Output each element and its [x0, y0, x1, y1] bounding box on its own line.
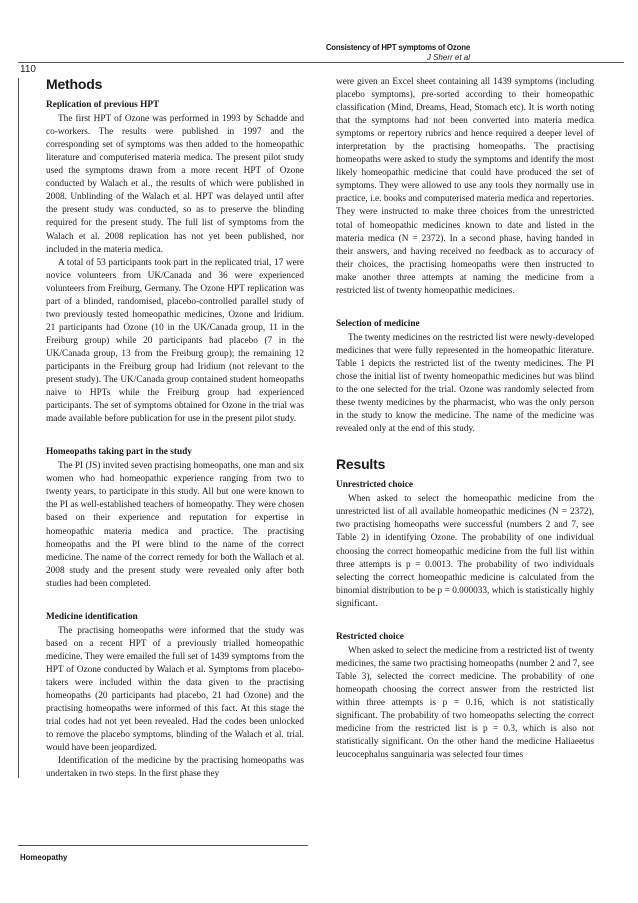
header-rule [18, 62, 624, 63]
running-title: Consistency of HPT symptoms of Ozone [325, 42, 470, 52]
replication-heading: Replication of previous HPT [46, 100, 160, 111]
left-column [46, 76, 304, 781]
selection-heading: Selection of medicine [336, 318, 420, 329]
restricted-paragraph: When asked to select the medicine from a restricted list of twenty medicines, the same two practising homeopaths (number 2 and 7, see Table 3), selected the correct medicine. The probability of one homeopath choosing the correct answer from the restricted list within three attempts is p = 0.16, which is not statistically significant. The probability of two homeopaths selecting the correct medicine from the restricted list is p = 0.3, which is also not statistically significant. On the other hand the medicine Haliaeetus leucocephalus sanguinaria was selected four times [336, 645, 594, 761]
homeopaths-paragraph: The PI (JS) invited seven practising homeopaths, one man and six women who had homeopathic experience ranging from two to twenty years, to participate in this study. All but one were known to the PI as well-established teachers of homeopathy. They were chosen based on their experience and reputation for expertise in homeopathic materia medica and practice. The practising homeopaths and the PI were blind to the name of the correct medicine. The name of the correct remedy for both the Wallach et al. 2008 study and the present study were revealed only after both studies had been completed. [46, 461, 304, 589]
identification-paragraph-2: Identification of the medicine by the practising homeopaths was undertaken in two steps. In the first phase they [46, 756, 304, 780]
replication-paragraph-1: The first HPT of Ozone was performed in 1993 by Schadde and co-workers. The results were published in 1997 and the corresponding set of symptoms was then added to the homeopathic literature and computerised materia medica. The present pilot study used the symptoms drawn from a more recent HPT of Ozone conducted by Walach et al., the results of which were published in 2008. Unblinding of the Walach et al. HPT was delayed until after the present study was conducted, so as to preserve the blinding required for the present study. The full list of symptoms from the Walach et al. 2008 replication has not yet been published, nor included in the materia medica. [46, 114, 304, 255]
results-heading: Results [336, 456, 386, 473]
methods-heading: Methods [46, 76, 103, 92]
page-number: 110 [20, 64, 36, 75]
continuation-paragraph: were given an Excel sheet containing all 1439 symptoms (including placebo symptoms), pre-sorted according to their homeopathic classification (Mind, Dreams, Head, Stomach etc). It is worth noting that the symptoms had not been converted into materia medica symptoms or repertory rubrics and hence required a deeper level of interpretation by the practising homeopaths. The practising homeopaths were asked to study the symptoms and identify the most likely homeopathic medicine that could have produced the set of symptoms. They were allowed to use any tools they normally use in practice, i.e. books and computerised materia medica and repertories. They were instructed to make three choices from the unrestricted total of homeopathic medicines known to date and listed in the materia medica (N = 2372). In a second phase, having handed in their answers, and having received no feedback as to accuracy of their choices, the practising homeopaths were then instructed to make another three attempts at naming the medicine from a restricted list of twenty homeopathic medicines. [336, 77, 594, 296]
footer-rule [18, 845, 308, 846]
selection-paragraph: The twenty medicines on the restricted list were newly-developed medicines that were fully represented in the homeopathic literature. Table 1 depicts the restricted list of the twenty medicines. The PI chose the initial list of twenty homeopathic medicines but was blind to the one selected for the trial. Ozone was randomly selected from these twenty medicines by the pharmacist, who was the only person in the study to know the medicine. The name of the medicine was revealed only at the end of this study. [336, 332, 594, 435]
unrestricted-heading: Unrestricted choice [336, 480, 414, 491]
replication-paragraph-2: A total of 53 participants took part in the replicated trial, 17 were novice volunteers from UK/Canada and 36 were experienced volunteers from Freiburg, Germany. The Ozone HPT replication was part of a blinded, randomised, placebo-controlled parallel study of two previously tested homeopathic medicines, Ozone and Iridium. 21 participants had Ozone (10 in the UK/Canada group, 11 in the Freiburg group) while 20 participants had placebo (7 in the UK/Canada group, 13 from the Freiburg group); the remaining 12 participants in the Freiburg group had Iridium (not relevant to the present study). The UK/Canada group contained student homeopaths naive to HPTs while the Freiburg group had experienced participants. The set of symptoms obtained for Ozone in the trial was made available before publication for use in the present pilot study. [46, 257, 304, 425]
right-column [336, 76, 594, 762]
restricted-heading: Restricted choice [336, 631, 404, 642]
identification-paragraph-1: The practising homeopaths were informed that the study was based on a recent HPT of a previously trialled homeopathic medicine. They were emailed the full set of 1439 symptoms from the HPT of Ozone conducted by Walach et al. Symptoms from placebo-takers were included within the data given to the practising homeopaths (20 participants had placebo, 21 had Ozone) and the practising homeopaths were informed of this fact. At this stage the trial codes had not yet been revealed. Had the codes been unlocked to remove the placebo symptoms, blinding of the Walach et al. trial. would have been jeopardized. [46, 625, 304, 754]
left-margin-rule [18, 78, 19, 778]
homeopaths-heading: Homeopaths taking part in the study [46, 447, 192, 458]
identification-heading: Medicine identification [46, 611, 138, 622]
journal-name: Homeopathy [20, 852, 68, 862]
unrestricted-paragraph: When asked to select the homeopathic medicine from the unrestricted list of all available homeopathic medicines (N = 2372), two practising homeopaths were successful (numbers 2 and 7, see Table 2) in identifying Ozone. The probability of one individual choosing the correct homeopathic medicine from the full list within three attempts is p = 0.0013. The probability of two individuals selecting the correct homeopathic medicine is calculated from the binomial distribution to be p = 0.000033, which is statistically highly significant. [336, 494, 594, 609]
running-authors: J Sherr et al [426, 53, 470, 62]
